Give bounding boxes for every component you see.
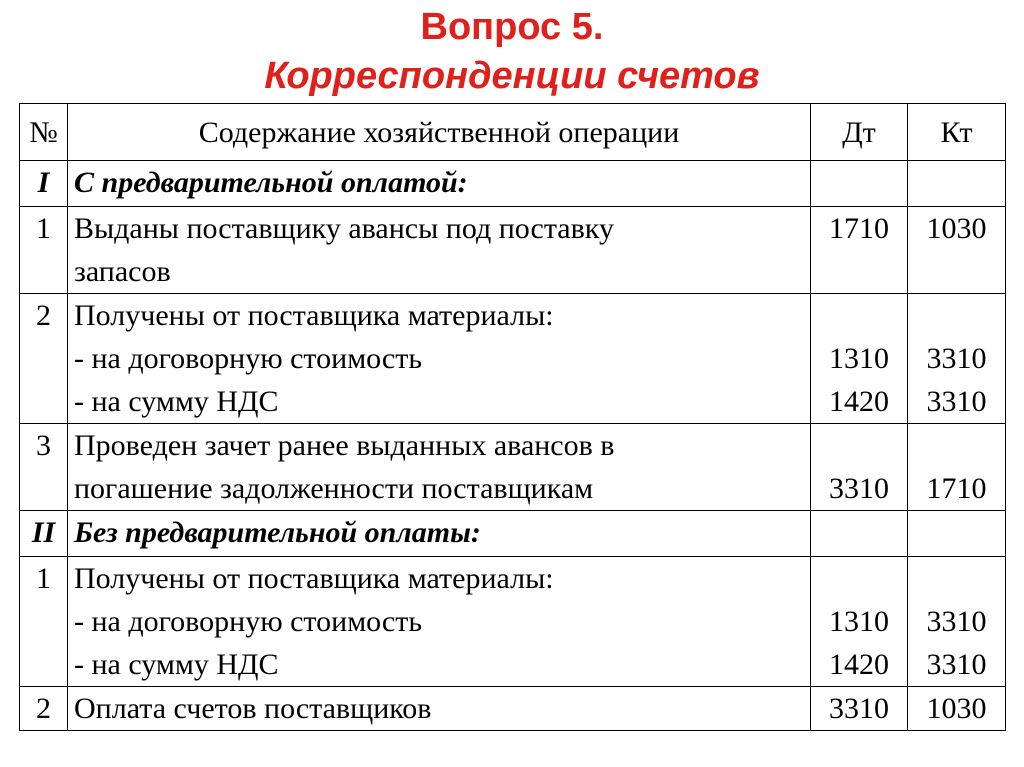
debit-account [811, 294, 908, 424]
section-number: II [20, 511, 68, 557]
section-number: I [20, 161, 68, 207]
correspondence-table [19, 103, 1006, 731]
credit-value: 3310 [926, 342, 987, 375]
debit-value: 1420 [829, 648, 889, 681]
credit-account [908, 687, 1006, 731]
credit-value: 1030 [926, 212, 987, 245]
section-row [20, 161, 1006, 207]
description-line: погашение задолженности поставщикам [74, 472, 594, 505]
debit-value [817, 250, 901, 293]
description-line: Проведен зачет ранее выданных авансов в [74, 429, 615, 462]
operation-description [68, 207, 811, 294]
description-line: запасов [74, 255, 171, 288]
section-debit-empty [811, 511, 908, 557]
table-body [20, 161, 1006, 731]
credit-account [908, 294, 1006, 424]
operation-description [68, 557, 811, 687]
section-credit-empty [908, 161, 1006, 207]
table-row [20, 294, 1006, 424]
description-line: - на договорную стоимость [74, 605, 423, 638]
header-debit: Дт [811, 104, 908, 161]
description-line: Получены от поставщика материалы: [74, 299, 554, 332]
debit-account [811, 424, 908, 511]
credit-value [914, 250, 999, 293]
table-row [20, 207, 1006, 294]
slide-subtitle: Корреспонденции счетов [264, 55, 760, 97]
debit-account [811, 207, 908, 294]
credit-account [908, 557, 1006, 687]
row-number: 1 [20, 207, 68, 294]
credit-value [914, 424, 999, 467]
description-line: Получены от поставщика материалы: [74, 562, 554, 595]
table-row [20, 557, 1006, 687]
section-title: Без предварительной оплаты: [68, 511, 811, 557]
row-number: 3 [20, 424, 68, 511]
header-description: Содержание хозяйственной операции [68, 104, 811, 161]
credit-value: 1710 [926, 472, 987, 505]
debit-value: 1310 [829, 342, 889, 375]
slide-title: Вопрос 5. [420, 6, 604, 48]
credit-value [914, 557, 999, 600]
section-title: С предварительной оплатой: [68, 161, 811, 207]
debit-value: 1710 [829, 212, 889, 245]
debit-account [811, 687, 908, 731]
section-row [20, 511, 1006, 557]
table-row [20, 424, 1006, 511]
header-number: № [20, 104, 68, 161]
operation-description [68, 424, 811, 511]
description-line: - на договорную стоимость [74, 342, 423, 375]
row-number: 2 [20, 687, 68, 731]
credit-account [908, 424, 1006, 511]
debit-value [817, 424, 901, 467]
operation-description [68, 294, 811, 424]
debit-value [817, 557, 901, 600]
description-line: - на сумму НДС [74, 385, 279, 418]
header-credit: Кт [908, 104, 1006, 161]
table-header-row [20, 104, 1006, 161]
table-row [20, 687, 1006, 731]
debit-value: 3310 [829, 472, 889, 505]
description-line: Оплата счетов поставщиков [74, 692, 432, 725]
debit-value: 1310 [829, 605, 889, 638]
debit-account [811, 557, 908, 687]
description-line: - на сумму НДС [74, 648, 279, 681]
debit-value [817, 294, 901, 337]
operation-description [68, 687, 811, 731]
section-debit-empty [811, 161, 908, 207]
row-number: 1 [20, 557, 68, 687]
credit-value [914, 294, 999, 337]
debit-value: 1420 [829, 385, 889, 418]
section-credit-empty [908, 511, 1006, 557]
credit-value: 3310 [926, 648, 987, 681]
row-number: 2 [20, 294, 68, 424]
description-line: Выданы поставщику авансы под поставку [74, 212, 614, 245]
debit-value: 3310 [829, 692, 889, 725]
credit-value: 3310 [926, 605, 987, 638]
credit-value: 3310 [926, 385, 987, 418]
credit-value: 1030 [926, 692, 987, 725]
credit-account [908, 207, 1006, 294]
